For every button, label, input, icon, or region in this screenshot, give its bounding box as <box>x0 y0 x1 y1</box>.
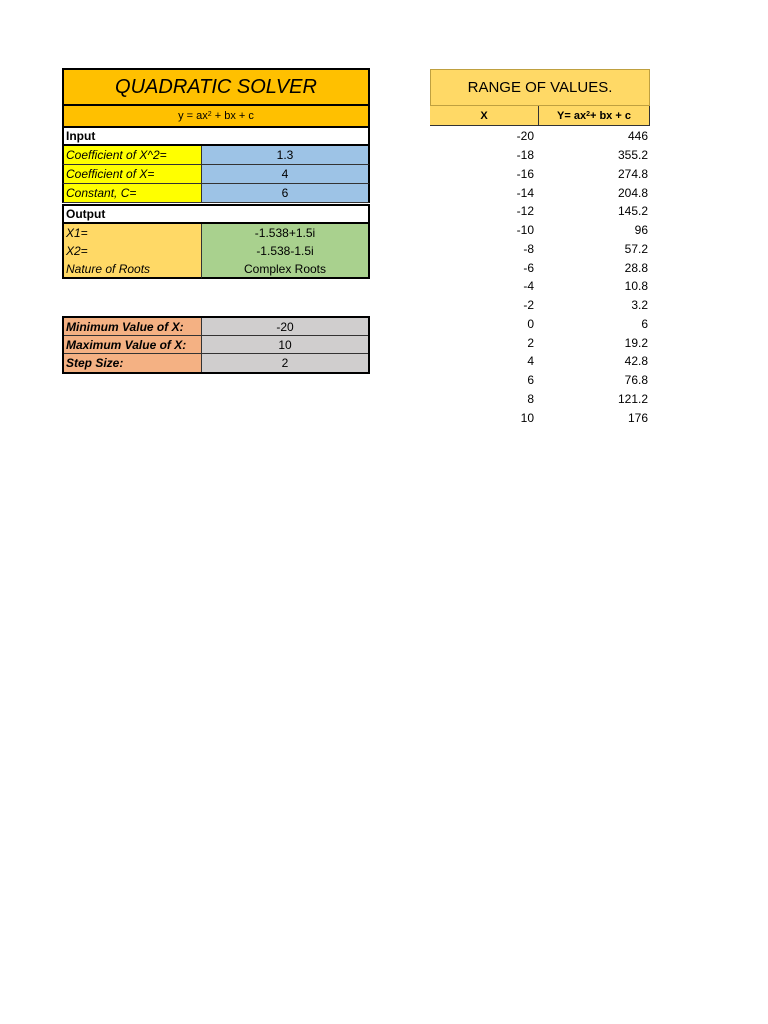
range-row-y: 10.8 <box>624 279 648 294</box>
range-row-y: 96 <box>634 223 648 238</box>
col-header-y: Y= ax $^2$ + bx + c <box>538 106 650 126</box>
range-row-x: -12 <box>516 204 534 219</box>
min-x-input[interactable]: -20 <box>202 318 368 336</box>
range-row-y: 145.2 <box>617 204 648 219</box>
coef-x2-input[interactable]: 1.3 <box>202 146 370 165</box>
range-row-x: -6 <box>523 260 534 275</box>
range-row-x: -16 <box>516 166 534 181</box>
range-row-y: 176 <box>627 410 648 425</box>
range-row-x: 4 <box>527 354 534 369</box>
coef-x2-label: Coefficient of X^2= <box>62 146 202 165</box>
max-x-input[interactable]: 10 <box>202 336 368 354</box>
constant-label: Constant, C= <box>62 184 202 203</box>
solver-formula: y = ax $^2$ + bx + c <box>62 106 370 126</box>
range-row-y: 57.2 <box>624 241 648 256</box>
range-row-x: 10 <box>520 410 534 425</box>
range-row-y: 3.2 <box>631 298 648 313</box>
range-table-title: RANGE OF VALUES. <box>430 69 650 106</box>
range-row-x: 2 <box>527 335 534 350</box>
range-row-x: -14 <box>516 185 534 200</box>
coef-x-input[interactable]: 4 <box>202 165 370 184</box>
step-size-label: Step Size: <box>64 354 202 372</box>
range-row-x: -8 <box>523 241 534 256</box>
range-row-x: -10 <box>516 223 534 238</box>
range-row-y: 204.8 <box>617 185 648 200</box>
step-size-input[interactable]: 2 <box>202 354 368 372</box>
solver-title: QUADRATIC SOLVER <box>62 68 370 106</box>
col-header-y-prefix: Y= ax <box>557 109 587 122</box>
x2-label: X2= <box>62 242 202 261</box>
range-row-x: 6 <box>527 373 534 388</box>
formula-prefix: y = ax <box>178 110 208 122</box>
range-row-y: 28.8 <box>624 260 648 275</box>
nature-roots-label: Nature of Roots <box>62 260 202 279</box>
col-header-y-suffix: + bx + c <box>589 109 631 122</box>
range-row-y: 274.8 <box>617 166 648 181</box>
range-row-y: 19.2 <box>624 335 648 350</box>
formula-suffix: + bx + c <box>214 110 254 122</box>
range-row-y: 446 <box>627 129 648 144</box>
range-row-y: 121.2 <box>617 391 648 406</box>
range-row-x: 8 <box>527 391 534 406</box>
x2-value[interactable]: -1.538-1.5i <box>202 242 370 261</box>
output-section-header: Output <box>62 204 370 224</box>
coef-x-label: Coefficient of X= <box>62 165 202 184</box>
range-row-y: 76.8 <box>624 373 648 388</box>
input-section-header: Input <box>62 126 370 146</box>
range-row-x: -2 <box>523 298 534 313</box>
constant-input[interactable]: 6 <box>202 184 370 203</box>
range-row-x: 0 <box>527 316 534 331</box>
nature-roots-value[interactable]: Complex Roots <box>202 260 370 279</box>
x1-label: X1= <box>62 224 202 243</box>
max-x-label: Maximum Value of X: <box>64 336 202 354</box>
range-row-y: 6 <box>641 316 648 331</box>
range-row-x: -18 <box>516 148 534 163</box>
range-row-y: 42.8 <box>624 354 648 369</box>
range-row-y: 355.2 <box>617 148 648 163</box>
min-x-label: Minimum Value of X: <box>64 318 202 336</box>
col-header-x: X <box>430 106 538 126</box>
range-row-x: -20 <box>516 129 534 144</box>
x1-value[interactable]: -1.538+1.5i <box>202 224 370 243</box>
range-row-x: -4 <box>523 279 534 294</box>
